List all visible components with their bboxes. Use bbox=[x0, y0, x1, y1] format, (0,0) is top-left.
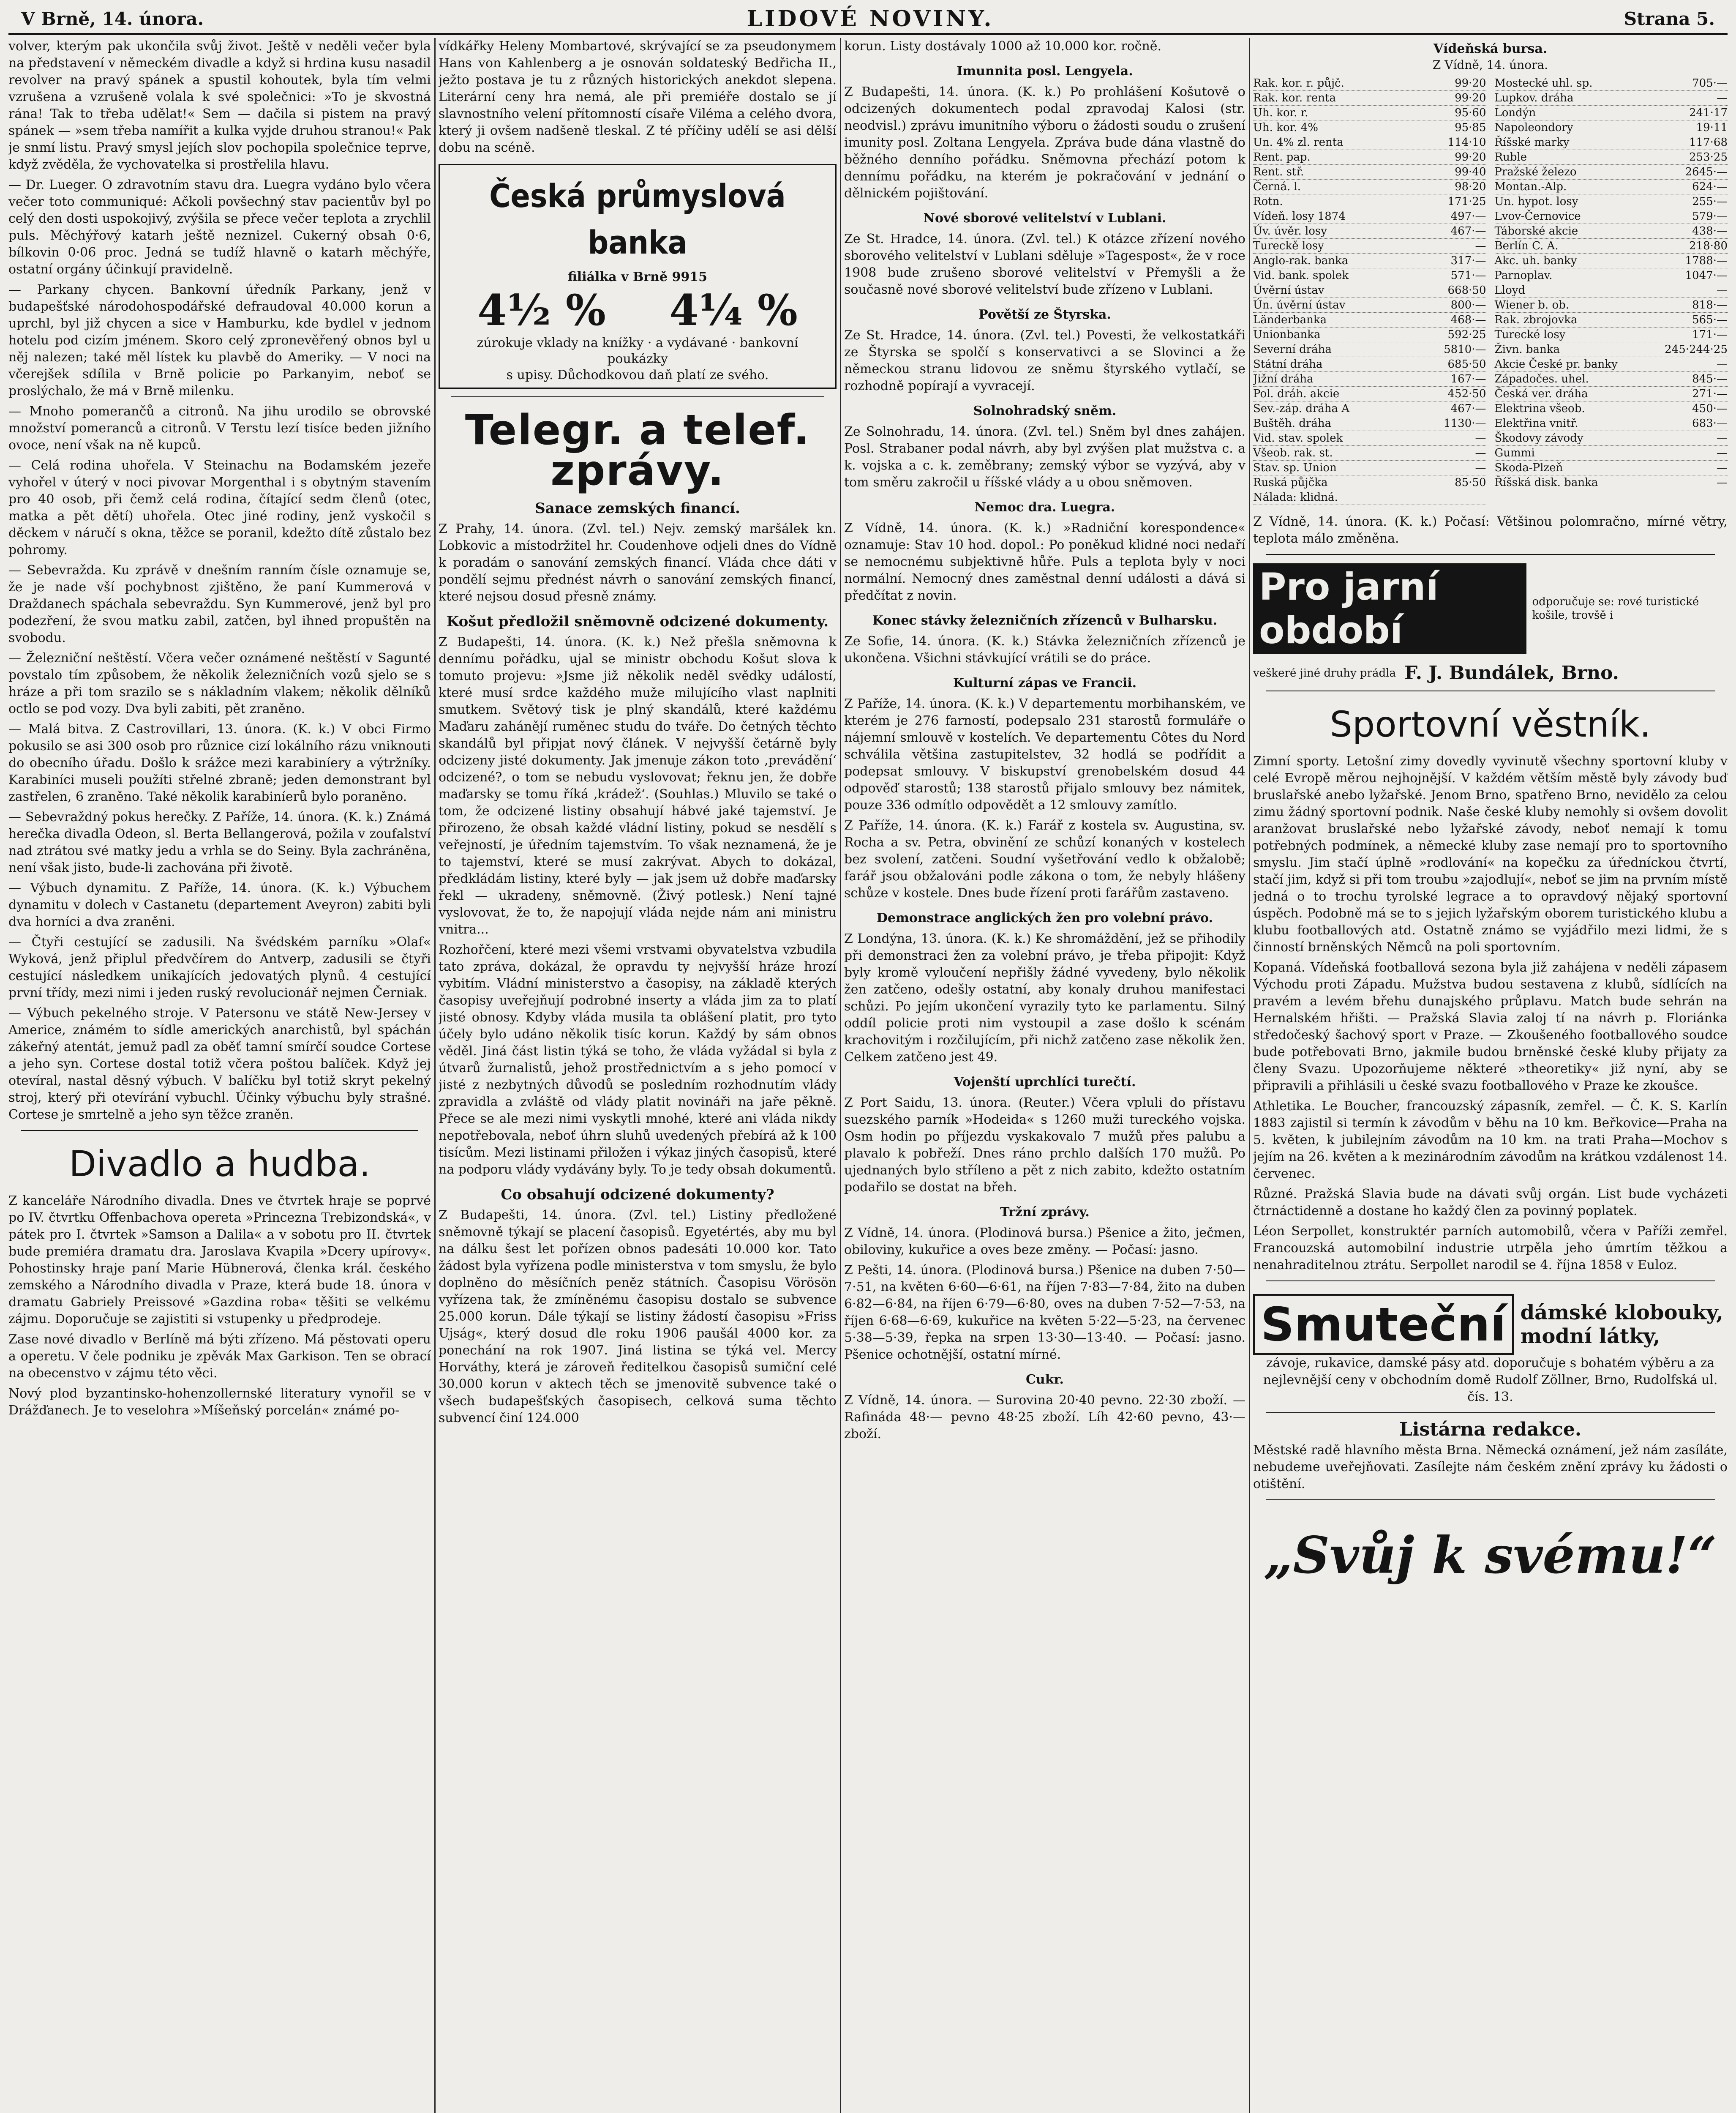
bourse-security: Všeob. rak. st. bbox=[1253, 447, 1333, 459]
bourse-price: 114·10 bbox=[1447, 136, 1486, 149]
bourse-row bbox=[1495, 224, 1728, 239]
bourse-row bbox=[1253, 76, 1486, 91]
bourse-price: 99·20 bbox=[1455, 77, 1486, 90]
bourse-row bbox=[1253, 475, 1486, 490]
section-divider bbox=[451, 396, 824, 397]
bourse-row bbox=[1253, 283, 1486, 298]
bourse-price: 218·80 bbox=[1689, 240, 1728, 252]
hat-offer: závoje, rukavice, damské pásy atd. doporučuje s bohatém výběru a za nejlevnější ceny v obchodním domě Rudolf Zöllner, Brno, Rudolfská ul. čís. 13. bbox=[1263, 1356, 1718, 1404]
bourse-security: Sev.-záp. dráha A bbox=[1253, 402, 1350, 415]
section-divider bbox=[1266, 554, 1715, 555]
article-lueger-illness: Z Vídně, 14. února. (K. k.) »Radniční korespondence« oznamuje: Stav 10 hod. dopol.: Po poněkud klidné noci nedaří se nemocnému subjektivně hůře. Puls a teplota byly v noci normální. Nemocný dnes zaměstnal denní události a dává si předčítat z novin. bbox=[844, 521, 1245, 603]
bourse-price: 1788·— bbox=[1685, 254, 1728, 267]
bourse-security: Vid. stav. spolek bbox=[1253, 432, 1343, 445]
headline-lueger-illness: Nemoc dra. Luegra. bbox=[974, 500, 1115, 515]
article-turkish-deserters: Z Port Saidu, 13. února. (Reuter.) Včera vpluli do přístavu suezského parník »Hodeida« s 1260 muži tureckého vojska. Osm hodin po příjezdu vyskakovalo 7 mužů přes palubu a plavalo k pobřeží. Dnes ráno prchlo dalších 170 mužů. Po ujednaných bylo stříleno a pět z nich zabito, kdežto ostatním podařilo se dostat na břeh. bbox=[844, 1095, 1245, 1195]
bourse-price: 705·— bbox=[1692, 77, 1728, 90]
bourse-row bbox=[1495, 194, 1728, 209]
sport-athletics: Athletika. Le Boucher, francouzský zápasník, zemřel. — Č. K. S. Karlín 1883 zajistil si termín k závodům v běhu na 10 km. Beřkovice—Praha na 5. květen, k jubilejním závodům na 10 km. na trati Praha—Mochov s jejím na 26. květen a k mezinárodním závodům na krátkou vzdálenost 14. červenec. bbox=[1253, 1099, 1728, 1181]
bourse-security: Anglo-rak. banka bbox=[1253, 254, 1349, 267]
bourse-price: — bbox=[1717, 432, 1728, 445]
bourse-security: Elektřina vnitř. bbox=[1494, 417, 1578, 430]
article-documents: Z Budapešti, 14. února. (Zvl. tel.) Listiny předložené sněmovně týkají se placení časopisů. Egyetértés, aby mu byl na dálku šest let pořízen obnos padesáti 10.000 kor. Tato žádost byla vyřízena podle ministerstva v tom smyslu, že bylo doplněno do měsíčních peněz státních. Časopisu Vörösön vyřízena tak, že zmíněnému časopisu dostalo se subvence 25.000 korun. Dále týkají se listiny žádostí časopisu »Friss Ujság«, který dosud dle roku 1906 paušál 4000 kor. za ponechání na rok 1907. Jiná listina se týká vel. Mercy Horváthy, která je zároveň ředitelkou časopisů sumiční celé 30.000 korun v aktech těch se jmenovitě subvence také o všech budapešťských časopisech, celková suma těchto subvencí činí 124.000 bbox=[439, 1208, 837, 1425]
bourse-price: 95·85 bbox=[1455, 121, 1486, 134]
bourse-security: Rotn. bbox=[1253, 195, 1283, 208]
bourse-row bbox=[1253, 165, 1486, 180]
bourse-column-left bbox=[1253, 76, 1486, 505]
bourse-row bbox=[1495, 298, 1728, 313]
bourse-security: Länderbanka bbox=[1253, 314, 1327, 326]
article-suffrage: Z Londýna, 13. února. (K. k.) Ke shromáždění, jež se přihodily při demonstraci žen za volební právo, je třeba připojit: Když byly kromě vyloučení nepřišly žádné vyvedeny, bylo několik žen zatčeno, odešly ostatní, aby konaly druhou manifestaci schůzi. Po jejím ukončení vyrazily tyto ke parlamentu. Silný oddíl policie proti nim vystoupil a zase došlo k scénám krachovitým i rozčilujícím, při nichž zatčeno zase několik žen. Celkem zatčeno jest 49. bbox=[844, 931, 1245, 1065]
bourse-price: 171·— bbox=[1692, 328, 1728, 341]
bourse-security: Akc. uh. banky bbox=[1494, 254, 1577, 267]
bourse-price: 117·68 bbox=[1689, 136, 1728, 149]
bourse-price: — bbox=[1717, 461, 1728, 474]
bourse-row bbox=[1253, 254, 1486, 268]
bourse-row bbox=[1495, 150, 1728, 165]
bourse-security: Rak. zbrojovka bbox=[1494, 314, 1578, 326]
bourse-row bbox=[1495, 431, 1728, 446]
bourse-row bbox=[1253, 209, 1486, 224]
bourse-security: Turecké losy bbox=[1494, 328, 1566, 341]
article-byzantine-play: Nový plod byzantinsko-hohenzollernské literatury vynořil se v Drážďanech. Je to veselohra »Míšeňský porcelán« známé po- bbox=[8, 1386, 431, 1418]
column-2 bbox=[439, 38, 837, 2113]
bourse-row bbox=[1495, 328, 1728, 342]
headline-kosut: Košut předložil sněmovně odcizené dokumenty. bbox=[446, 613, 829, 630]
bourse-price: — bbox=[1475, 432, 1486, 445]
bourse-price: 99·40 bbox=[1455, 166, 1486, 178]
bourse-security: Parnoplav. bbox=[1494, 269, 1553, 282]
article-oranges: — Mnoho pomerančů a citronů. Na jihu urodilo se obrovské množství pomeranců a citronů. V Terstu lezí tisíce beden jižního ovoce, není však na ně kupců. bbox=[8, 404, 431, 453]
headline-turkish-deserters: Vojenští uprchlíci turečtí. bbox=[954, 1075, 1136, 1089]
bourse-price: 468·— bbox=[1450, 314, 1486, 326]
bourse-security: Nálada: klidná. bbox=[1253, 491, 1338, 504]
bourse-security: Černá. l. bbox=[1253, 180, 1301, 193]
bourse-security: Rak. kor. r. půjč. bbox=[1253, 77, 1344, 90]
market-pest: Z Pešti, 14. února. (Plodinová bursa.) Pšenice na duben 7·50—7·51, na květen 6·60—6·61, na říjen 7·83—7·84, žito na duben 6·82—6·84, na říjen 6·79—6·80, oves na duben 7·52—7·53, na říjen 6·68—6·69, kukuřice na květen 5·22—5·23, na červenec 5·38—5·39, řepka na srpen 13·30—13·40. — Počasí: jasno. Pšenice ochotnější, ostatní mírné. bbox=[844, 1263, 1245, 1362]
bourse-price: — bbox=[1717, 476, 1728, 489]
bourse-security: Říšská disk. banka bbox=[1494, 476, 1598, 489]
bourse-security: Londýn bbox=[1494, 106, 1536, 119]
bourse-row bbox=[1253, 313, 1486, 328]
headline-documents: Co obsahují odcizené dokumenty? bbox=[501, 1186, 774, 1203]
spring-firm-row bbox=[1253, 662, 1728, 684]
bourse-security: Elektrina všeob. bbox=[1494, 402, 1585, 415]
column-divider bbox=[840, 38, 841, 2113]
bourse-price: 818·— bbox=[1692, 299, 1728, 311]
listarna-text: Městské radě hlavního města Brna. Německá oznámení, jež nám zasíláte, nebudeme uveřejňovati. Zasílejte nám českém znění zprávy ku žádosti o otištění. bbox=[1253, 1443, 1728, 1491]
bourse-row bbox=[1253, 91, 1486, 106]
bourse-security: Ruská půjčka bbox=[1253, 476, 1328, 489]
bourse-row bbox=[1495, 401, 1728, 416]
headline-strike: Konec stávky železničních zřízenců v Bulharsku. bbox=[872, 613, 1218, 628]
article-ljubljana: Ze St. Hradce, 14. února. (Zvl. tel.) K otázce zřízení nového sborového velitelství v Lublani sděluje »Tagespost«, že v roce 1908 bude zrušeno sborové velitelství v Přemyšli a že současně nové sborové velitelství bude zřízeno v Lublani. bbox=[844, 232, 1245, 297]
article-dynamite: — Výbuch dynamitu. Z Paříže, 14. února. (K. k.) Výbuchem dynamitu v dolech v Castanetu (departement Aveyron) zabiti byli dva horníci a dva zraněni. bbox=[8, 881, 431, 929]
bourse-price: 845·— bbox=[1692, 373, 1728, 385]
article-strike: Ze Sofie, 14. února. (K. k.) Stávka železničních zřízenců je ukončena. Všichni stávkující vrátili se do práce. bbox=[844, 634, 1245, 666]
bourse-column-right bbox=[1495, 76, 1728, 505]
market-vienna: Z Vídně, 14. února. (Plodinová bursa.) Pšenice a žito, ječmen, obiloviny, kukuřice a oves beze změny. — Počasí: jasno. bbox=[844, 1226, 1245, 1257]
bourse-security: Škodovy závody bbox=[1494, 432, 1583, 445]
bourse-price: 683·— bbox=[1692, 417, 1728, 430]
bourse-row bbox=[1495, 342, 1728, 357]
bourse-row bbox=[1495, 209, 1728, 224]
headline-salzburg: Solnohradský sněm. bbox=[973, 404, 1117, 418]
bourse-price: 19·11 bbox=[1696, 121, 1728, 134]
bourse-security: Říšské marky bbox=[1494, 136, 1570, 149]
article-culture-war: Z Paříže, 14. února. (K. k.) V departementu morbihanském, ve kterém je 276 farností, podepsalo 231 starostů formuláře o nájemní smlouvě v kostelích. Ve departementu Côtes du Nord schválila většina zastupitelstev, 32 hodlá se podřídit a podepsat smlouvy. V biskupství grenobelském dosud 44 odpověď starostů; 138 starostů přijalo smlouvy bez námitek, pouze 336 odmítlo odpovědět a 12 smlouvy zamítlo. bbox=[844, 696, 1245, 813]
bourse-security: Un. 4% zl. renta bbox=[1253, 136, 1344, 149]
headline-sugar: Cukr. bbox=[1026, 1372, 1064, 1387]
bourse-date: Z Vídně, 14. února. bbox=[1432, 58, 1548, 72]
bourse-security: Rak. kor. renta bbox=[1253, 92, 1336, 104]
bourse-security: Úv. úvěr. losy bbox=[1253, 225, 1327, 238]
bourse-price: 450·— bbox=[1692, 402, 1728, 415]
market-sugar: Z Vídně, 14. února. — Surovina 20·40 pevno. 22·30 zboží. — Rafináda 48·— pevno 48·25 zboží. Líh 42·60 pevno, 43·— zboží. bbox=[844, 1393, 1245, 1441]
bourse-row bbox=[1495, 416, 1728, 431]
sport-football: Kopaná. Vídeňská footballová sezona byla již zahájena v neděli zápasem Východu proti Západu. Mužstva budou sestavena z klubů, sídlících na pravém a levém břehu dunajského průplavu. Match bude sehrán na Hernalském hřišti. — Pražská Slavia zaloj tí na návrh p. Floriánka středočeský šachový sport v Praze. — Zkoušeného footballového soudce bude potřebovati Brno, jakmile budou brněnské české kluby přijaty za členy Svazu. Upozorňujeme některé »theoretiky« již nyní, aby se připravili a přihlásili u české svazu footballového v Praze ke zkoušce. bbox=[1253, 960, 1728, 1093]
bourse-security: Státní dráha bbox=[1253, 358, 1323, 371]
bourse-row bbox=[1495, 357, 1728, 372]
bourse-security: Unionbanka bbox=[1253, 328, 1321, 341]
bourse-security: Gummi bbox=[1494, 447, 1535, 459]
bourse-row bbox=[1253, 357, 1486, 372]
bank-offer-text: zúrokuje vklady na knížky · a vydávané · bankovní poukázky bbox=[477, 336, 799, 366]
bourse-security: Rent. pap. bbox=[1253, 151, 1311, 164]
bourse-security: Mostecké uhl. sp. bbox=[1494, 77, 1593, 90]
bourse-row bbox=[1495, 254, 1728, 268]
article-berlin-theatre: Zase nové divadlo v Berlíně má býti zřízeno. Má pěstovati operu a operetu. V čele podniku je zpěvák Max Garkison. Ten se obrací na obecenstvo v zájmu této věci. bbox=[8, 1332, 431, 1381]
bourse-price: 685·50 bbox=[1447, 358, 1486, 371]
bourse-row bbox=[1253, 416, 1486, 431]
bourse-row bbox=[1495, 106, 1728, 120]
article-family-fire: — Celá rodina uhořela. V Steinachu na Bodamském jezeře vyhořel v úterý v noci pivovar Morgenthal i s obytným stavením pro 40 osob, při čemž celá rodina, čítající sedm členů (otec, matka a pět dětí) uhořela. Otec jiné rodiny, jenž vyskočil s děckem v náručí s okna, těžce se poranil, kdežto dítě zůstalo bez pohromy. bbox=[8, 458, 431, 557]
bourse-row bbox=[1253, 224, 1486, 239]
section-divider bbox=[21, 1130, 418, 1131]
bourse-security: Un. hypot. losy bbox=[1494, 195, 1578, 208]
article-sanace: Z Prahy, 14. února. (Zvl. tel.) Nejv. zemský maršálek kn. Lobkovic a místodržitel hr. Coudenhove odjeli dnes do Vídně k poradám o sanování zemských financí. Vláda chce dáti v pondělí sejmu přednést návrh o sanování zemských financí, které nejsou dosud přesně známy. bbox=[439, 521, 837, 604]
bourse-row bbox=[1495, 461, 1728, 475]
section-divider bbox=[1266, 1280, 1715, 1281]
sport-misc: Různé. Pražská Slavia bude na dávati svůj orgán. List bude vycházeti čtrnáctidenně a dostane ho každý člen za povinný poplatek. bbox=[1253, 1187, 1728, 1218]
bourse-price: 467·— bbox=[1450, 402, 1486, 415]
headline-sanace: Sanace zemských financí. bbox=[535, 500, 740, 517]
bourse-row bbox=[1253, 298, 1486, 313]
bourse-row bbox=[1253, 150, 1486, 165]
bourse-row bbox=[1495, 180, 1728, 194]
bourse-security: Živn. banka bbox=[1494, 343, 1560, 356]
bourse-security: Tureckě losy bbox=[1253, 240, 1324, 252]
bourse-row bbox=[1495, 372, 1728, 387]
bourse-price: 624·— bbox=[1692, 180, 1728, 193]
section-title-telegraph: Telegr. a telef. zprávy. bbox=[465, 406, 810, 495]
bourse-row bbox=[1495, 135, 1728, 150]
bourse-security: Buštěh. dráha bbox=[1253, 417, 1332, 430]
bourse-price: 1047·— bbox=[1685, 269, 1728, 282]
hat-headline: Smuteční bbox=[1253, 1294, 1514, 1355]
bourse-row bbox=[1495, 446, 1728, 461]
bourse-price: — bbox=[1717, 92, 1728, 104]
header-date: V Brně, 14. února. bbox=[21, 8, 204, 29]
bourse-security: Berlín C. A. bbox=[1494, 240, 1559, 252]
sport-serpollet: Léon Serpollet, konstruktér parních automobilů, včera v Paříži zemřel. Francouzská automobilní industrie utrpěla jeho úmrtím těžkou a nenahraditelnou ztrátu. Serpollet narodil se 4. října 1858 v Euloz. bbox=[1253, 1224, 1728, 1272]
bourse-price: 571·— bbox=[1450, 269, 1486, 282]
header-rule bbox=[8, 33, 1728, 35]
bourse-security: Lloyd bbox=[1494, 284, 1526, 297]
section-divider bbox=[1266, 1412, 1715, 1413]
bourse-price: 317·— bbox=[1450, 254, 1486, 267]
headline-market: Tržní zprávy. bbox=[1000, 1205, 1090, 1220]
bourse-price: 99·20 bbox=[1455, 92, 1486, 104]
article-styria: Ze St. Hradce, 14. února. (Zvl. tel.) Povesti, že velkostatkáři ze Štyrska se spolčí s konservativci a se Slovinci a že německou stranu lidovou ze sněmu štyrského vytlačí, se rozhodně popírají a vyvracejí. bbox=[844, 328, 1245, 393]
sport-winter: Zimní sporty. Letošní zimy dovedly vyvinutě všechny sportovní kluby v celé Evropě měrou nejhojnější. V každém větším městě byly závody buď bruslařské anebo lyžařské. Jenom Brno, spatřeno Brno, nevidělo za celou zimu žádný sportovní podnik. Naše české kluby nemohly si ovšem dovolit aranžovat bruslařské nebo lyžařské závody, neboť nemají k tomu potřebných podmínek, a německé kluby zase nemají pro to sportovního smyslu. Jim stačí úplně »rodlování« na kopečku za úředníckou čtvrtí, stačí jim, když si při tom troubu »zajodlují«, neboť se jim na prvním místě jedná o to trochu tyrolské legrace a to opravdový nějaký sportovní úspěch. Podobně má se to s jejich lyžařským oborem turistického klubu a klubu footballových atd. Ostatně známo se vyjádřilo mezi lidmi, že s činností brněnských Němců na poli sportovním. bbox=[1253, 754, 1728, 955]
spring-offer: odporučuje se: rové turistické košile, trovšě i bbox=[1532, 595, 1699, 622]
bourse-price: 668·50 bbox=[1447, 284, 1486, 297]
bourse-price: — bbox=[1475, 447, 1486, 459]
bourse-security: Jižní dráha bbox=[1253, 373, 1314, 385]
bourse-price: 241·17 bbox=[1689, 106, 1728, 119]
bourse-price: — bbox=[1475, 461, 1486, 474]
bourse-security: Vid. bank. spolek bbox=[1253, 269, 1349, 282]
spring-advertisement bbox=[1253, 563, 1728, 654]
headline-culture-war: Kulturní zápas ve Francii. bbox=[953, 676, 1137, 691]
article-culture-war-cont: Z Paříže, 14. února. (K. k.) Farář z kostela sv. Augustina, sv. Rocha a sv. Petra, obvinění ze schůzí konaných v kostelech bez svolení, zatčeni. Soudní vyšetřování vedlo k obžalobě; farář jsou obžalováni podle zákona o tom, že nebyly hlášeny schůze v kostele. Dnes bude řízení proti farářům zastaveno. bbox=[844, 818, 1245, 901]
bourse-row bbox=[1495, 475, 1728, 490]
headline-lengyel: Imunnita posl. Lengyela. bbox=[957, 64, 1133, 79]
article-text: volver, kterým pak ukončila svůj život. Ještě v neděli večer byla na představení v německém divadle a když si hrdina kusu nasadil revolver na pravý spánek a spustil kohoutek, byla tím velmi vzrušena a vzrušeně volala k své společnici: »To je skvostná rána! Tak to třeba udělat!« Sem — dačila si pistem na pravý spánek — »sem třeba namířit a kulka vyjde druhou stranou!« Pak je snmí listu. Pravý smysl jejích slov pochopila společnice teprve, když zvěděla, že vychovatelka si prostřelila hlavu. bbox=[8, 39, 431, 172]
bourse-row bbox=[1253, 106, 1486, 120]
article-national-theatre: Z kanceláře Národního divadla. Dnes ve čtvrtek hraje se poprvé po IV. čtvrtku Offenbachova opereta »Princezna Trebizondská«, v pátek pro I. čtvrtek »Samson a Dalila« a v sobotu pro II. čtvrtek bude premiéra dramatu dra. Jaroslava Kvapila »Dcery upírovy«. Pohostinsky hraje paní Marie Hübnerová, členka král. českého zemského a Národního divadla v Praze, která bude 18. února v dramatu Gabriely Preissové »Gazdina roba« těšiti se velkému zájmu. Doporučuje se zajistiti si vstupenky u předprodeje. bbox=[8, 1193, 431, 1327]
bourse-price: 497·— bbox=[1450, 210, 1486, 223]
bourse-price: — bbox=[1717, 284, 1728, 297]
bourse-security: Pol. dráh. akcie bbox=[1253, 388, 1340, 400]
bank-name: Česká průmyslová banka bbox=[489, 177, 786, 261]
bourse-price: 438·— bbox=[1692, 225, 1728, 238]
bourse-row bbox=[1253, 268, 1486, 283]
bourse-row bbox=[1253, 446, 1486, 461]
bourse-row bbox=[1253, 239, 1486, 254]
bank-advertisement bbox=[439, 164, 837, 389]
bourse-row bbox=[1253, 194, 1486, 209]
bourse-row bbox=[1495, 239, 1728, 254]
slogan: „Svůj k svému!“ bbox=[1264, 1526, 1717, 1585]
bourse-row bbox=[1253, 431, 1486, 446]
bourse-price: 99·20 bbox=[1455, 151, 1486, 164]
bourse-security: Ruble bbox=[1494, 151, 1527, 164]
article-passengers: — Čtyři cestující se zadusili. Na švédském parníku »Olaf« Wyková, jenž připlul předvčírem do Antverp, zadusili se čtyři cestující následkem unikajících jedovatých plynů. 4 cestující první třídy, mezi nimi i jeden ruský revolucionář nejmen Černiak. bbox=[8, 935, 431, 1000]
bourse-row bbox=[1253, 180, 1486, 194]
hat-product-2: modní látky, bbox=[1520, 1324, 1660, 1348]
article-parkany: — Parkany chycen. Bankovní úředník Parkany, jenž v budapešťské národohospodářské defraudoval 40.000 korun a uprchl, byl již chycen a sice v Hamburku, kde bydlel v jednom hotelu pod cizím jménem. Skoro celý zpronevěřený obnos byl u něj nalezen; také měl lístek ku plavbě do Ameriky. — V noci na včerejšek sdílila v Brně policie po Parkanyim, neboť se proslýchalo, že má v Brně milenku. bbox=[8, 282, 431, 399]
bourse-security: Severní dráha bbox=[1253, 343, 1332, 356]
bourse-security: Česká ver. dráha bbox=[1494, 388, 1588, 400]
bourse-price: 800·— bbox=[1450, 299, 1486, 311]
article-kosut: Z Budapešti, 14. února. (K. k.) Než přešla sněmovna k dennímu pořádku, ujal se ministr obchodu Košut slova k tomuto projevu: »Jsme již několik neděl svědky událostí, které musí srdce každého muže milujícího vlast naplniti smutkem. Světový tisk je plný skandálů, které každému Maďaru zahánějí ruměnec studu do tváře. Do četných těchto skandálů byl připjat nový článek. V nejvyšší četárně byly odcizeny jisté dokumenty. Jak jmenuje zákon toto ‚prevádění‘ odcizené?, o tom se nebudu vyslovovat; řeknu jen, že dobře maďarsky se tomu říká ‚krádež‘. (Souhlas.) Mluvilo se také o tom, že odcizené listiny obsahují hábvé jaké tajemství. Je přirozeno, že obsah každé vládní listiny, pokud se nesdělí s veřejností, je úředním tajemstvím. To však neznamená, že je to tajemství, které se musí zakrývat. Abych to dokázal, předkládám listiny, které byly — jak jsem už dobře maďarsky řekl — ukradeny, sněmovně. (Živý potlesk.) Není tajné vyslovovat, že to, že napojují vláda nejde nám ani ministru vnitra... bbox=[439, 635, 837, 937]
bourse-price: 5810·— bbox=[1444, 343, 1486, 356]
bourse-security: Táborské akcie bbox=[1494, 225, 1578, 238]
bourse-security: Stav. sp. Union bbox=[1253, 461, 1337, 474]
bourse-security: Akcie České pr. banky bbox=[1494, 358, 1618, 371]
bourse-price: 98·20 bbox=[1455, 180, 1486, 193]
bourse-price: 253·25 bbox=[1689, 151, 1728, 164]
article-small-battle: — Malá bitva. Z Castrovillari, 13. února. (K. k.) V obci Firmo pokusilo se asi 300 osob pro různice cizí lokálního rázu vniknouti do obecního úřadu. Došlo k srážce mezi karabiníery a výtržníky. Karabiníci museli použíti střelné zbraně; jeden demonstrant byl zastřelen, 6 zraněno. Také několik karabiníerů bylo poraněno. bbox=[8, 722, 431, 804]
bourse-row bbox=[1253, 401, 1486, 416]
section-title-sport: Sportovní věstník. bbox=[1330, 704, 1651, 745]
bourse-security: Vídeň. losy 1874 bbox=[1253, 210, 1346, 223]
bourse-price: 452·50 bbox=[1447, 388, 1486, 400]
bourse-security: Lupkov. dráha bbox=[1494, 92, 1574, 104]
bourse-row bbox=[1253, 387, 1486, 401]
bourse-row bbox=[1495, 120, 1728, 135]
bourse-security: Rent. stř. bbox=[1253, 166, 1304, 178]
bourse-price: 467·— bbox=[1450, 225, 1486, 238]
bourse-price: — bbox=[1717, 358, 1728, 371]
hat-advertisement bbox=[1253, 1294, 1728, 1355]
article-continued: vídkářky Heleny Mombartové, skrývající se za pseudonymem Hans von Kahlenberg a je osnován soldateský Bedřicha II., ježto postava je tu z různých historických anekdot slepena. Literární ceny hra nemá, ale při premiéře dostalo se jí slavnostního velení přítomností císaře Viléma a celého dvora, který ji ovšem nadšeně tleskal. Z té příčiny udělí se asi dělší dobu na scéně. bbox=[439, 39, 837, 155]
bourse-security: Úvěrní ústav bbox=[1253, 284, 1324, 297]
bourse-price: — bbox=[1475, 240, 1486, 252]
bourse-price: 1130·— bbox=[1444, 417, 1486, 430]
bourse-price: 95·60 bbox=[1455, 106, 1486, 119]
article-continued: korun. Listy dostávaly 1000 až 10.000 kor. ročně. bbox=[844, 39, 1162, 54]
column-4 bbox=[1253, 38, 1728, 2113]
bourse-security: Ún. úvěrní ústav bbox=[1253, 299, 1346, 311]
hat-products bbox=[1521, 1301, 1723, 1348]
spring-headline: Pro jarní období bbox=[1253, 563, 1526, 654]
article-salzburg: Ze Solnohradu, 14. února. (Zvl. tel.) Sněm byl dnes zahájen. Posl. Strabaner podal návrh, aby byl zvýšen plat mužstva c. a k. vojska a c. k. zeměbrany; zemský výbor se vyzývá, aby v tom směru zakročil u říšské vlády a u obou sněmoven. bbox=[844, 424, 1245, 490]
bourse-price: 565·— bbox=[1692, 314, 1728, 326]
bourse-price: 167·— bbox=[1450, 373, 1486, 385]
section-divider bbox=[1266, 1499, 1715, 1500]
section-title-listarna: Listárna redakce. bbox=[1399, 1419, 1582, 1440]
column-divider bbox=[434, 38, 436, 2113]
article-infernal-machine: — Výbuch pekelného stroje. V Patersonu ve státě New-Jersey v Americe, známém to sídle amerických anarchistů, byl spáchán zákeřný atentát, jemuž padl za oběť tamní smírčí soudce Cortese a jeho syn. Cortese dostal totiž včera poštou balíček. Když jej otevíral, nastal děsný výbuch. V balíčku byl totiž skryt pekelný stroj, který při otevírání vybuchl. Účinky výbuchu byly strašné. Cortese je smrtelně a jeho syn těžce zraněn. bbox=[8, 1006, 431, 1122]
bourse-security: Pražské železo bbox=[1494, 166, 1577, 178]
bourse-row bbox=[1495, 268, 1728, 283]
column-divider bbox=[1249, 38, 1250, 2113]
bourse-row bbox=[1495, 313, 1728, 328]
bourse-price: 255·— bbox=[1692, 195, 1728, 208]
bourse-row bbox=[1495, 387, 1728, 401]
bourse-security: Wiener b. ob. bbox=[1494, 299, 1570, 311]
headline-suffrage: Demonstrace anglických žen pro volební právo. bbox=[876, 911, 1213, 925]
bourse-security: Skoda-Plzeň bbox=[1494, 461, 1563, 474]
bourse-price: — bbox=[1717, 447, 1728, 459]
headline-styria: Povětší ze Štyrska. bbox=[978, 307, 1111, 322]
bourse-row bbox=[1495, 91, 1728, 106]
page-header bbox=[8, 6, 1728, 33]
article-actress: — Sebevraždný pokus herečky. Z Paříže, 14. února. (K. k.) Známá herečka divadla Odeon, sl. Berta Bellangerová, požila v zoufalství nad ztrátou své matky jedu a vrhla se do Seiny. Byla zachráněna, není však jisto, bude-li zachována při životě. bbox=[8, 810, 431, 875]
weather-report: Z Vídně, 14. února. (K. k.) Počasí: Většinou polomračno, mírné větry, teplota málo změněna. bbox=[1253, 514, 1728, 546]
bank-rate-savings: 4½ % bbox=[477, 285, 606, 335]
bourse-row bbox=[1495, 76, 1728, 91]
bourse-row bbox=[1253, 372, 1486, 387]
bourse-price: 2645·— bbox=[1685, 166, 1728, 178]
masthead-title: LIDOVÉ NOVINY. bbox=[747, 6, 994, 32]
bank-rates bbox=[446, 285, 829, 335]
bourse-price: 271·— bbox=[1692, 388, 1728, 400]
bourse-row bbox=[1253, 490, 1486, 505]
bourse-row bbox=[1253, 120, 1486, 135]
bourse-security: Uh. kor. 4% bbox=[1253, 121, 1318, 134]
section-title-theatre: Divadlo a hudba. bbox=[69, 1143, 371, 1185]
hat-product-1: dámské klobouky, bbox=[1520, 1301, 1723, 1324]
article-kosut-cont: Rozhořčení, které mezi všemi vrstvami obyvatelstva vzbudila tato zpráva, dokázal, že opravdu ty nejvyšší hráze hrozí vybitím. Vládní ministerstvo a časopisy, na základě kterých časopisy uveřejňují podrobné inserty a vláda jim za to platí jisté obnosy. Kdyby vláda musila ta oblášení platit, pro tyto účely bylo udáno několik tisíc korun. Každý by sám obnos věděl. Jiná část listin týká se toho, že vláda vyžádal si byla z útvarů žurnalistů, jehož prostřednictvím a s jeho pomocí v jisté z nezbytných důvodů se posledním rozhodnutím vlády zpravidla a zvláště od vlády platit novináři na jaře pěkně. Přece se ale mezi nimi vyskytli mnohé, které ani vláda nikdy nepotřebovala, neboť úhrn sluhů uvedených přebírá až k 100 tisícům. Mezi listinami přiložen i výkaz jiných časopisů, které na podporu vlády vydávány byly. To je tedy obsah dokumentů. bbox=[439, 942, 837, 1177]
page-number: Strana 5. bbox=[1624, 8, 1715, 29]
bourse-security: Montan.-Alp. bbox=[1494, 180, 1567, 193]
bourse-row bbox=[1495, 283, 1728, 298]
spring-offer-2: veškeré jiné druhy prádla bbox=[1253, 666, 1396, 680]
bourse-security: Uh. kor. r. bbox=[1253, 106, 1308, 119]
bourse-security: Napoleondory bbox=[1494, 121, 1573, 134]
bourse-security: Západočes. uhel. bbox=[1494, 373, 1589, 385]
bourse-row bbox=[1253, 461, 1486, 475]
article-lengyel: Z Budapešti, 14. února. (K. k.) Po prohlášení Košutově o odcizených dokumentech podal zpravodaj Kalosi (str. neodvisl.) zprávu imunitního výboru o žádosti soudu o zrušení imunity posl. Zoltana Lengyela. Zpráva bude dána vlastně do běžného denního pořádku. Sněmovna přechází potom k dennímu pořádku, na kterém je pokračování v jednání o dělnickém pojištování. bbox=[844, 85, 1245, 201]
spring-firm-name: F. J. Bundálek, Brno. bbox=[1404, 662, 1619, 684]
column-3 bbox=[844, 38, 1245, 2113]
bourse-price: 171·25 bbox=[1447, 195, 1486, 208]
bourse-price: 245·244·25 bbox=[1665, 343, 1728, 356]
column-1 bbox=[8, 38, 431, 2113]
bank-branch: filiálka v Brně 9915 bbox=[568, 270, 707, 284]
article-suicide: — Sebevražda. Ku zprávě v dnešním ranním čísle oznamuje se, že je nade vší pochybnost zjištěno, že paní Kummerová v Draždanech spáchala sebevraždu. Syn Kummerové, jenž byl pro podezření, že svou matku zabil, zatčen, byl ihned propuštěn na svobodu. bbox=[8, 563, 431, 645]
bourse-security: Lvov-Černovice bbox=[1494, 210, 1581, 223]
bourse-price: 85·50 bbox=[1455, 476, 1486, 489]
bank-rate-bonds: 4¼ % bbox=[669, 285, 798, 335]
bank-tax-note: s upisy. Důchodkovou daň platí ze svého. bbox=[506, 368, 769, 382]
bourse-row bbox=[1253, 342, 1486, 357]
bourse-row bbox=[1495, 165, 1728, 180]
article-rail-accident: — Železniční neštěstí. Včera večer oznámené neštěstí v Sagunté povstalo tím způsobem, že několik železničních vozů sjelo se s hráze a při tom srazilo se s nákladním vlakem; několik dělníků octlo se pod vozy. Dva byli zabiti, pět zraněno. bbox=[8, 651, 431, 716]
bourse-table bbox=[1253, 76, 1728, 505]
article-lueger: — Dr. Lueger. O zdravotním stavu dra. Luegra vydáno bylo včera večer toto communiqué: Ačkoli povšechný stav pacientův byl po celý den dosti uspokojivý, zvýšila se přece večer teplota a zrychlil puls. Měchýřový katarh ještě neznizel. Cukerný obsah 0·6, bílkovin 0·06 proc. Jedná se tudíž hlavně o katarh měchýře, ostatní orgány účinkují pravidelně. bbox=[8, 177, 431, 277]
bourse-price: 579·— bbox=[1692, 210, 1728, 223]
bourse-row bbox=[1253, 135, 1486, 150]
headline-ljubljana: Nové sborové velitelství v Lublani. bbox=[923, 211, 1166, 226]
bourse-price: 592·25 bbox=[1447, 328, 1486, 341]
bourse-title: Vídeňská bursa. bbox=[1433, 41, 1548, 56]
bourse-row bbox=[1253, 328, 1486, 342]
